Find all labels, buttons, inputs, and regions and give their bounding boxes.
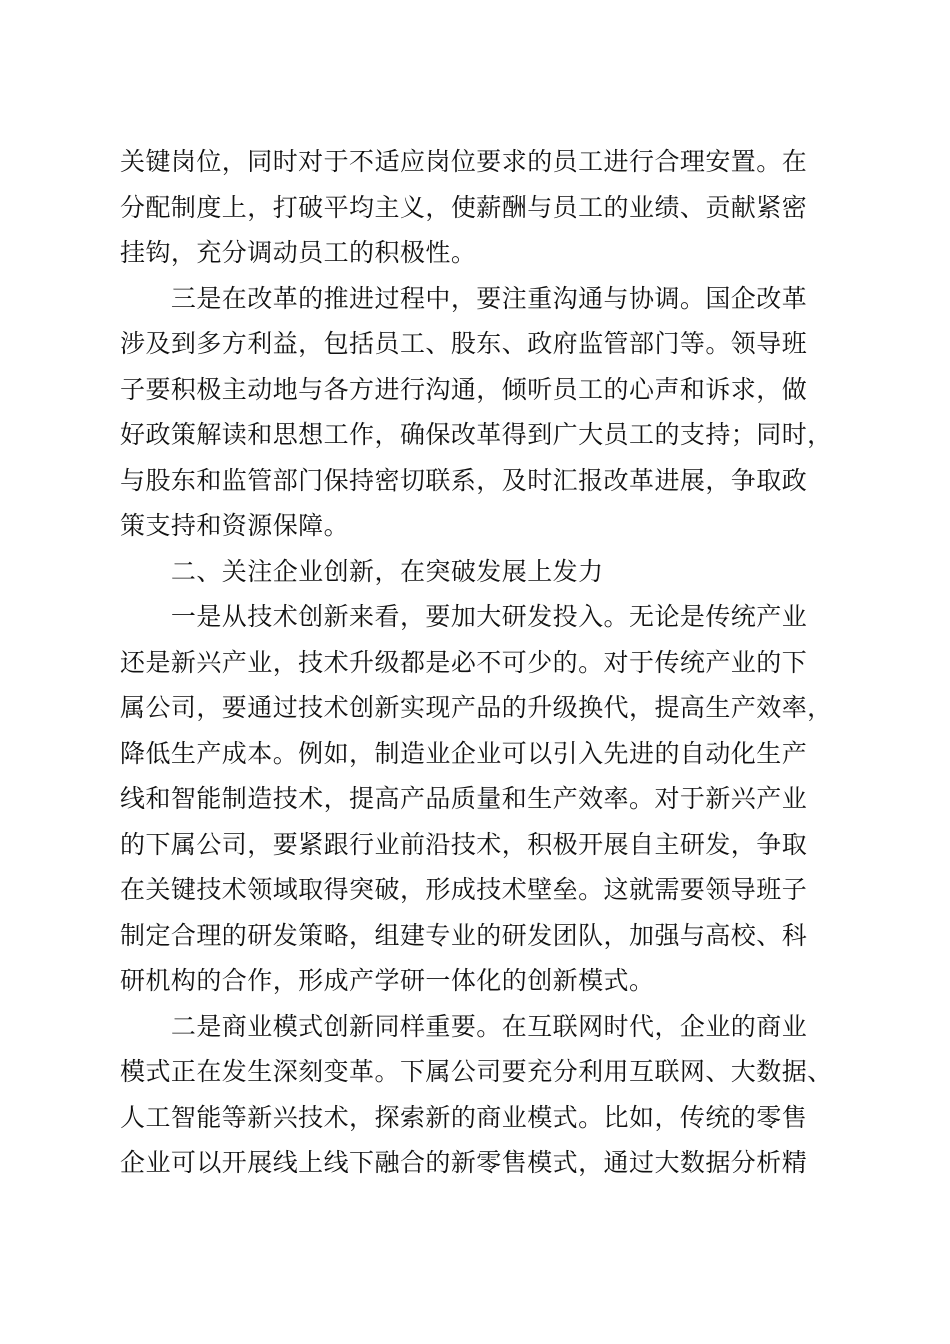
section-heading (120, 549, 840, 595)
text-line: 关键岗位，同时对于不适应岗位要求的员工进行合理安置。在 (120, 147, 808, 176)
text-line: 的下属公司，要紧跟行业前沿技术，积极开展自主研发，争取 (120, 829, 808, 859)
text-line: 一是从技术创新来看，要加大研发投入。无论是传统产业 (120, 602, 808, 631)
text-line: 子要积极主动地与各方进行沟通，倾听员工的心声和诉求，做 (120, 374, 808, 404)
text-line: 好政策解读和思想工作，确保改革得到广大员工的支持；同时， (120, 420, 833, 449)
heading-line: 二、关注企业创新，在突破发展上发力 (120, 556, 604, 586)
text-line: 研机构的合作，形成产学研一体化的创新模式。 (120, 966, 655, 995)
text-line: 人工智能等新兴技术，探索新的商业模式。比如，传统的零售 (120, 1102, 808, 1132)
text-line: 挂钩，充分调动员工的积极性。 (120, 238, 477, 267)
paragraph-p4 (120, 1004, 840, 1186)
text-line: 分配制度上，打破平均主义，使薪酬与员工的业绩、贡献紧密 (120, 192, 808, 222)
text-line: 与股东和监管部门保持密切联系，及时汇报改革进展，争取政 (120, 465, 808, 495)
text-line: 二是商业模式创新同样重要。在互联网时代，企业的商业 (120, 1011, 808, 1041)
paragraph-p3 (120, 594, 840, 1004)
text-line: 线和智能制造技术，提高产品质量和生产效率。对于新兴产业 (120, 784, 808, 813)
text-line: 制定合理的研发策略，组建专业的研发团队，加强与高校、科 (120, 920, 808, 950)
document-page (120, 139, 840, 1186)
text-line: 在关键技术领域取得突破，形成技术壁垒。这就需要领导班子 (120, 875, 808, 904)
text-line: 三是在改革的推进过程中，要注重沟通与协调。国企改革 (120, 283, 808, 313)
text-line: 涉及到多方利益，包括员工、股东、政府监管部门等。领导班 (120, 329, 808, 358)
paragraph-p1 (120, 139, 840, 276)
text-line: 属公司，要通过技术创新实现产品的升级换代，提高生产效率， (120, 693, 833, 722)
text-line: 模式正在发生深刻变革。下属公司要充分利用互联网、大数据、 (120, 1057, 833, 1086)
text-line: 降低生产成本。例如，制造业企业可以引入先进的自动化生产 (120, 738, 808, 768)
text-line: 还是新兴产业，技术升级都是必不可少的。对于传统产业的下 (120, 647, 808, 677)
paragraph-p2 (120, 276, 840, 549)
text-line: 策支持和资源保障。 (120, 511, 350, 540)
text-line: 企业可以开展线上线下融合的新零售模式，通过大数据分析精 (120, 1148, 808, 1177)
